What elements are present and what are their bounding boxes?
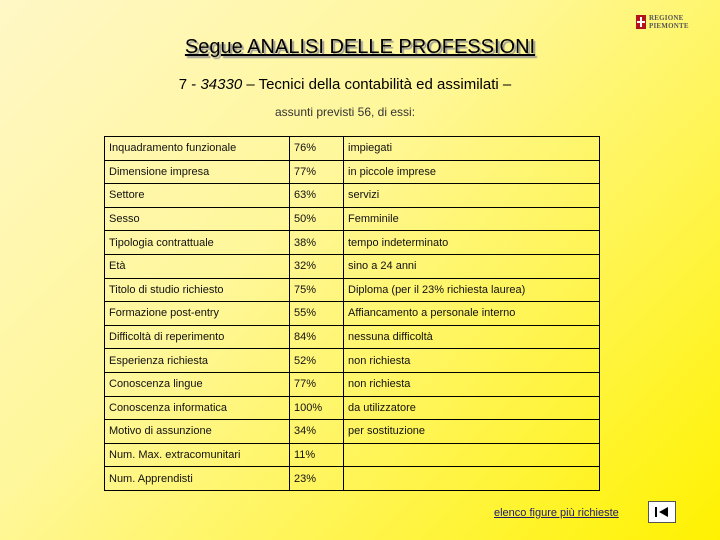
row-percent: 23% [290, 467, 344, 491]
row-value: da utilizzatore [344, 396, 600, 420]
table-row [105, 184, 600, 208]
row-label: Tipologia contrattuale [105, 231, 290, 255]
row-percent: 84% [290, 325, 344, 349]
table-row [105, 349, 600, 373]
row-label: Motivo di assunzione [105, 420, 290, 444]
table-row [105, 160, 600, 184]
subtitle-prefix: 7 - [178, 76, 197, 93]
row-label: Età [105, 254, 290, 278]
table-row [105, 467, 600, 491]
row-label: Difficoltà di reperimento [105, 325, 290, 349]
row-percent: 55% [290, 302, 344, 326]
most-requested-figures-link[interactable]: elenco figure più richieste [494, 507, 619, 519]
row-value: in piccole imprese [344, 160, 600, 184]
table-row [105, 325, 600, 349]
row-percent: 100% [290, 396, 344, 420]
back-to-list-icon [652, 505, 672, 519]
table-row [105, 278, 600, 302]
row-value: nessuna difficoltà [344, 325, 600, 349]
page-title: Segue ANALISI DELLE PROFESSIONI [184, 36, 536, 58]
logo-line1: REGIONE [649, 14, 684, 22]
row-percent: 75% [290, 278, 344, 302]
row-value: tempo indeterminato [344, 231, 600, 255]
row-value: non richiesta [344, 372, 600, 396]
row-percent: 32% [290, 254, 344, 278]
profession-code: 34330 [200, 76, 243, 93]
row-label: Sesso [105, 207, 290, 231]
table-row [105, 420, 600, 444]
row-value: Femminile [344, 207, 600, 231]
row-value: Diploma (per il 23% richiesta laurea) [344, 278, 600, 302]
row-value: sino a 24 anni [344, 254, 600, 278]
table-row [105, 137, 600, 161]
row-percent: 76% [290, 137, 344, 161]
hires-summary: assunti previsti 56, di essi: [274, 105, 416, 119]
row-percent: 52% [290, 349, 344, 373]
row-percent: 34% [290, 420, 344, 444]
logo-text [649, 14, 689, 30]
row-value [344, 443, 600, 467]
row-label: Settore [105, 184, 290, 208]
row-label: Dimensione impresa [105, 160, 290, 184]
row-value: servizi [344, 184, 600, 208]
row-percent: 77% [290, 372, 344, 396]
row-label: Num. Apprendisti [105, 467, 290, 491]
row-label: Conoscenza informatica [105, 396, 290, 420]
row-value: Affiancamento a personale interno [344, 302, 600, 326]
row-value: impiegati [344, 137, 600, 161]
row-percent: 77% [290, 160, 344, 184]
row-label: Num. Max. extracomunitari [105, 443, 290, 467]
row-label: Inquadramento funzionale [105, 137, 290, 161]
row-percent: 63% [290, 184, 344, 208]
row-value: per sostituzione [344, 420, 600, 444]
row-label: Esperienza richiesta [105, 349, 290, 373]
profession-subtitle [0, 76, 690, 93]
table-row [105, 443, 600, 467]
table-row [105, 302, 600, 326]
regione-piemonte-logo [636, 12, 700, 32]
row-value: non richiesta [344, 349, 600, 373]
row-value [344, 467, 600, 491]
table-row [105, 396, 600, 420]
table-row [105, 231, 600, 255]
table-row [105, 207, 600, 231]
regione-shield-icon [636, 15, 646, 29]
profession-name: – Tecnici della contabilità ed assimilati – [246, 76, 512, 93]
row-label: Formazione post-entry [105, 302, 290, 326]
navigation-button[interactable] [648, 501, 676, 523]
row-percent: 50% [290, 207, 344, 231]
logo-line2: PIEMONTE [649, 22, 689, 30]
row-percent: 38% [290, 231, 344, 255]
table-row [105, 254, 600, 278]
row-percent: 11% [290, 443, 344, 467]
row-label: Titolo di studio richiesto [105, 278, 290, 302]
profession-analysis-table [104, 136, 600, 491]
row-label: Conoscenza lingue [105, 372, 290, 396]
table-row [105, 372, 600, 396]
